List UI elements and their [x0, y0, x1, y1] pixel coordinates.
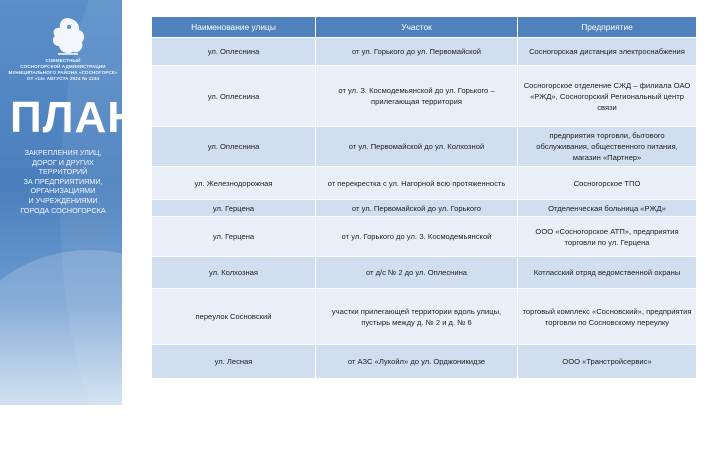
table-row: [152, 167, 697, 200]
cell-street: переулок Сосновский: [152, 289, 316, 345]
subtitle-line: ГОРОДА СОСНОГОРСКА: [20, 205, 106, 215]
cell-street: ул. Герцена: [152, 200, 316, 217]
subtitle-line: ЗАКРЕПЛЕНИЯ УЛИЦ,: [24, 148, 102, 157]
cell-section: от ул. З. Космодемьянской до ул. Горького – прилегающая территория: [316, 66, 518, 127]
table-row: [152, 257, 697, 289]
organization-caption: [8, 58, 118, 82]
cell-section: участки прилегающей территории вдоль улицы, пустырь между д. № 2 и д. № 6: [316, 289, 518, 345]
cell-enterprise: Отделенческая больница «РЖД»: [518, 200, 697, 217]
cell-street: ул. Колхозная: [152, 257, 316, 289]
table-row: [152, 200, 697, 217]
cell-enterprise: Сосногорская дистанция электроснабжения: [518, 38, 697, 66]
org-line: МУНИЦИПАЛЬНОГО РАЙОНА «СОСНОГОРСК»: [8, 70, 118, 75]
cell-street: ул. Оплеснина: [152, 66, 316, 127]
cell-enterprise: ООО «Транстройсервис»: [518, 345, 697, 379]
cell-section: от АЗС «Лукойл» до ул. Орджоникидзе: [316, 345, 518, 379]
table-header-row: [152, 17, 697, 38]
table-row: [152, 127, 697, 167]
cell-enterprise: предприятия торговли, бытового обслуживания, общественного питания, магазин «Партнер»: [518, 127, 697, 167]
cell-section: от д/с № 2 до ул. Оплеснина: [316, 257, 518, 289]
cell-section: от ул. Горького до ул. З. Космодемьянской: [316, 217, 518, 257]
cell-enterprise: Котласский отряд ведомственной охраны: [518, 257, 697, 289]
header-section: Участок: [316, 17, 518, 38]
cell-enterprise: Сосногорское ТПО: [518, 167, 697, 200]
subtitle-line: ОРГАНИЗАЦИЯМИ: [30, 186, 96, 196]
page-subtitle: [8, 148, 118, 215]
cell-street: ул. Лесная: [152, 345, 316, 379]
header-enterprise: Предприятие: [518, 17, 697, 38]
assignment-table-container: [151, 16, 696, 379]
left-sidebar: [0, 0, 141, 405]
cell-enterprise: ООО «Сосногорское АТП», предприятия торговли по ул. Герцена: [518, 217, 697, 257]
cell-street: ул. Герцена: [152, 217, 316, 257]
table-row: [152, 217, 697, 257]
subtitle-line: ТЕРРИТОРИЙ: [38, 167, 88, 177]
cell-enterprise: Сосногорское отделение СЖД – филиала ОАО «РЖД», Сосногорский Региональный центр связи: [518, 66, 697, 127]
page-title: ПЛАН: [10, 93, 141, 142]
cell-section: от ул. Горького до ул. Первомайской: [316, 38, 518, 66]
cell-street: ул. Оплеснина: [152, 127, 316, 167]
cell-section: от ул. Первомайской до ул. Колхозной: [316, 127, 518, 167]
table-row: [152, 289, 697, 345]
table-row: [152, 345, 697, 379]
cell-enterprise: торговый комплекс «Сосновский», предприятия торговли по Сосновскому переулку: [518, 289, 697, 345]
subtitle-line: И УЧРЕЖДЕНИЯМИ: [28, 195, 98, 205]
org-line: СОВМЕСТНЫЙ: [45, 58, 81, 63]
cell-section: от ул. Первомайской до ул. Горького: [316, 200, 518, 217]
subtitle-line: ЗА ПРЕДПРИЯТИЯМИ,: [23, 176, 103, 186]
table-row: [152, 66, 697, 127]
header-street: Наименование улицы: [152, 17, 316, 38]
subtitle-line: ДОРОГ И ДРУГИХ: [32, 157, 94, 167]
cell-street: ул. Железнодорожная: [152, 167, 316, 200]
cell-section: от перекрестка с ул. Нагорной всю протяженность: [316, 167, 518, 200]
table-row: [152, 38, 697, 66]
bird-emblem-icon: [48, 14, 88, 58]
cell-street: ул. Оплеснина: [152, 38, 316, 66]
org-line: СОСНОГОРСКОЙ АДМИНИСТРАЦИИ: [20, 64, 106, 69]
org-line: ОТ «14» АВГУСТА 2024 № 1234: [26, 76, 100, 81]
assignment-table: [151, 16, 697, 379]
